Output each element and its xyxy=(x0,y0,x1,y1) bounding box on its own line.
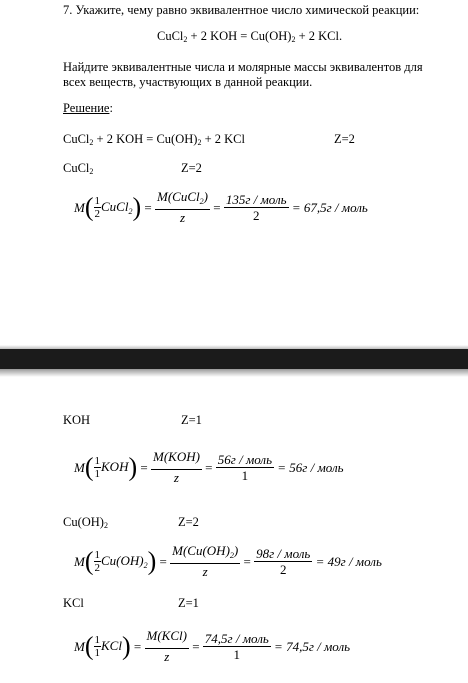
equivalent-mass-formula: M( $\frac{1}{2}$ $Cu(OH)_2$) = $\frac{M(Cu(OH)_2)}{z}$ = $\frac{\text{98г / моль}}{2}$ = 49г / моль xyxy=(74,543,382,579)
substance-z: Z=1 xyxy=(178,596,199,610)
task-question-line1: Найдите эквивалентные числа и молярные массы эквивалентов для xyxy=(63,60,423,74)
substance-z: Z=2 xyxy=(178,515,199,529)
substance-name: $Cu(OH)_2$ xyxy=(63,515,108,530)
equivalent-mass-formula: M( $\frac{1}{1}$ KOH) = $\frac{\text{M(KOH)}}{z}$ = $\frac{\text{56г / моль}}{1}$ = 56г / моль xyxy=(74,449,344,485)
page-break-band xyxy=(0,349,468,369)
substance-name: KOH xyxy=(63,413,91,427)
substance-z: Z=2 xyxy=(181,161,202,175)
task-title: 7. Укажите, чему равно эквивалентное число химической реакции: xyxy=(63,3,420,17)
solution-heading: Решение: xyxy=(63,101,113,115)
substance-z: Z=1 xyxy=(181,413,202,427)
substance-name: CuCl$_2$ xyxy=(63,161,94,176)
task-question-line2: всех веществ, участвующих в данной реакции. xyxy=(63,75,313,89)
solution-reaction: CuCl$_2$ + 2 KOH = $Cu(OH)_2 + 2$ KCl xyxy=(63,132,245,147)
equivalent-mass-formula: M( $\frac{1}{1}$ KCl) = $\frac{\text{M(KCl)}}{z}$ = $\frac{\text{74,5г / моль}}{1}$ = 74,5г / моль xyxy=(74,628,351,664)
equivalent-mass-formula: M( $\frac{1}{2}$ CuCl$_2$) = $\frac{M(CuCl_2)}{z}$ = $\frac{\text{135г / моль}}{2}$ = 67,5г / моль xyxy=(74,189,368,225)
solution-z-total: Z=2 xyxy=(334,132,355,146)
substance-name: KCl xyxy=(63,596,84,610)
task-reaction: CuCl$_2$ + 2 KOH = $Cu(OH)_2 + 2$ KCl. xyxy=(157,29,343,44)
